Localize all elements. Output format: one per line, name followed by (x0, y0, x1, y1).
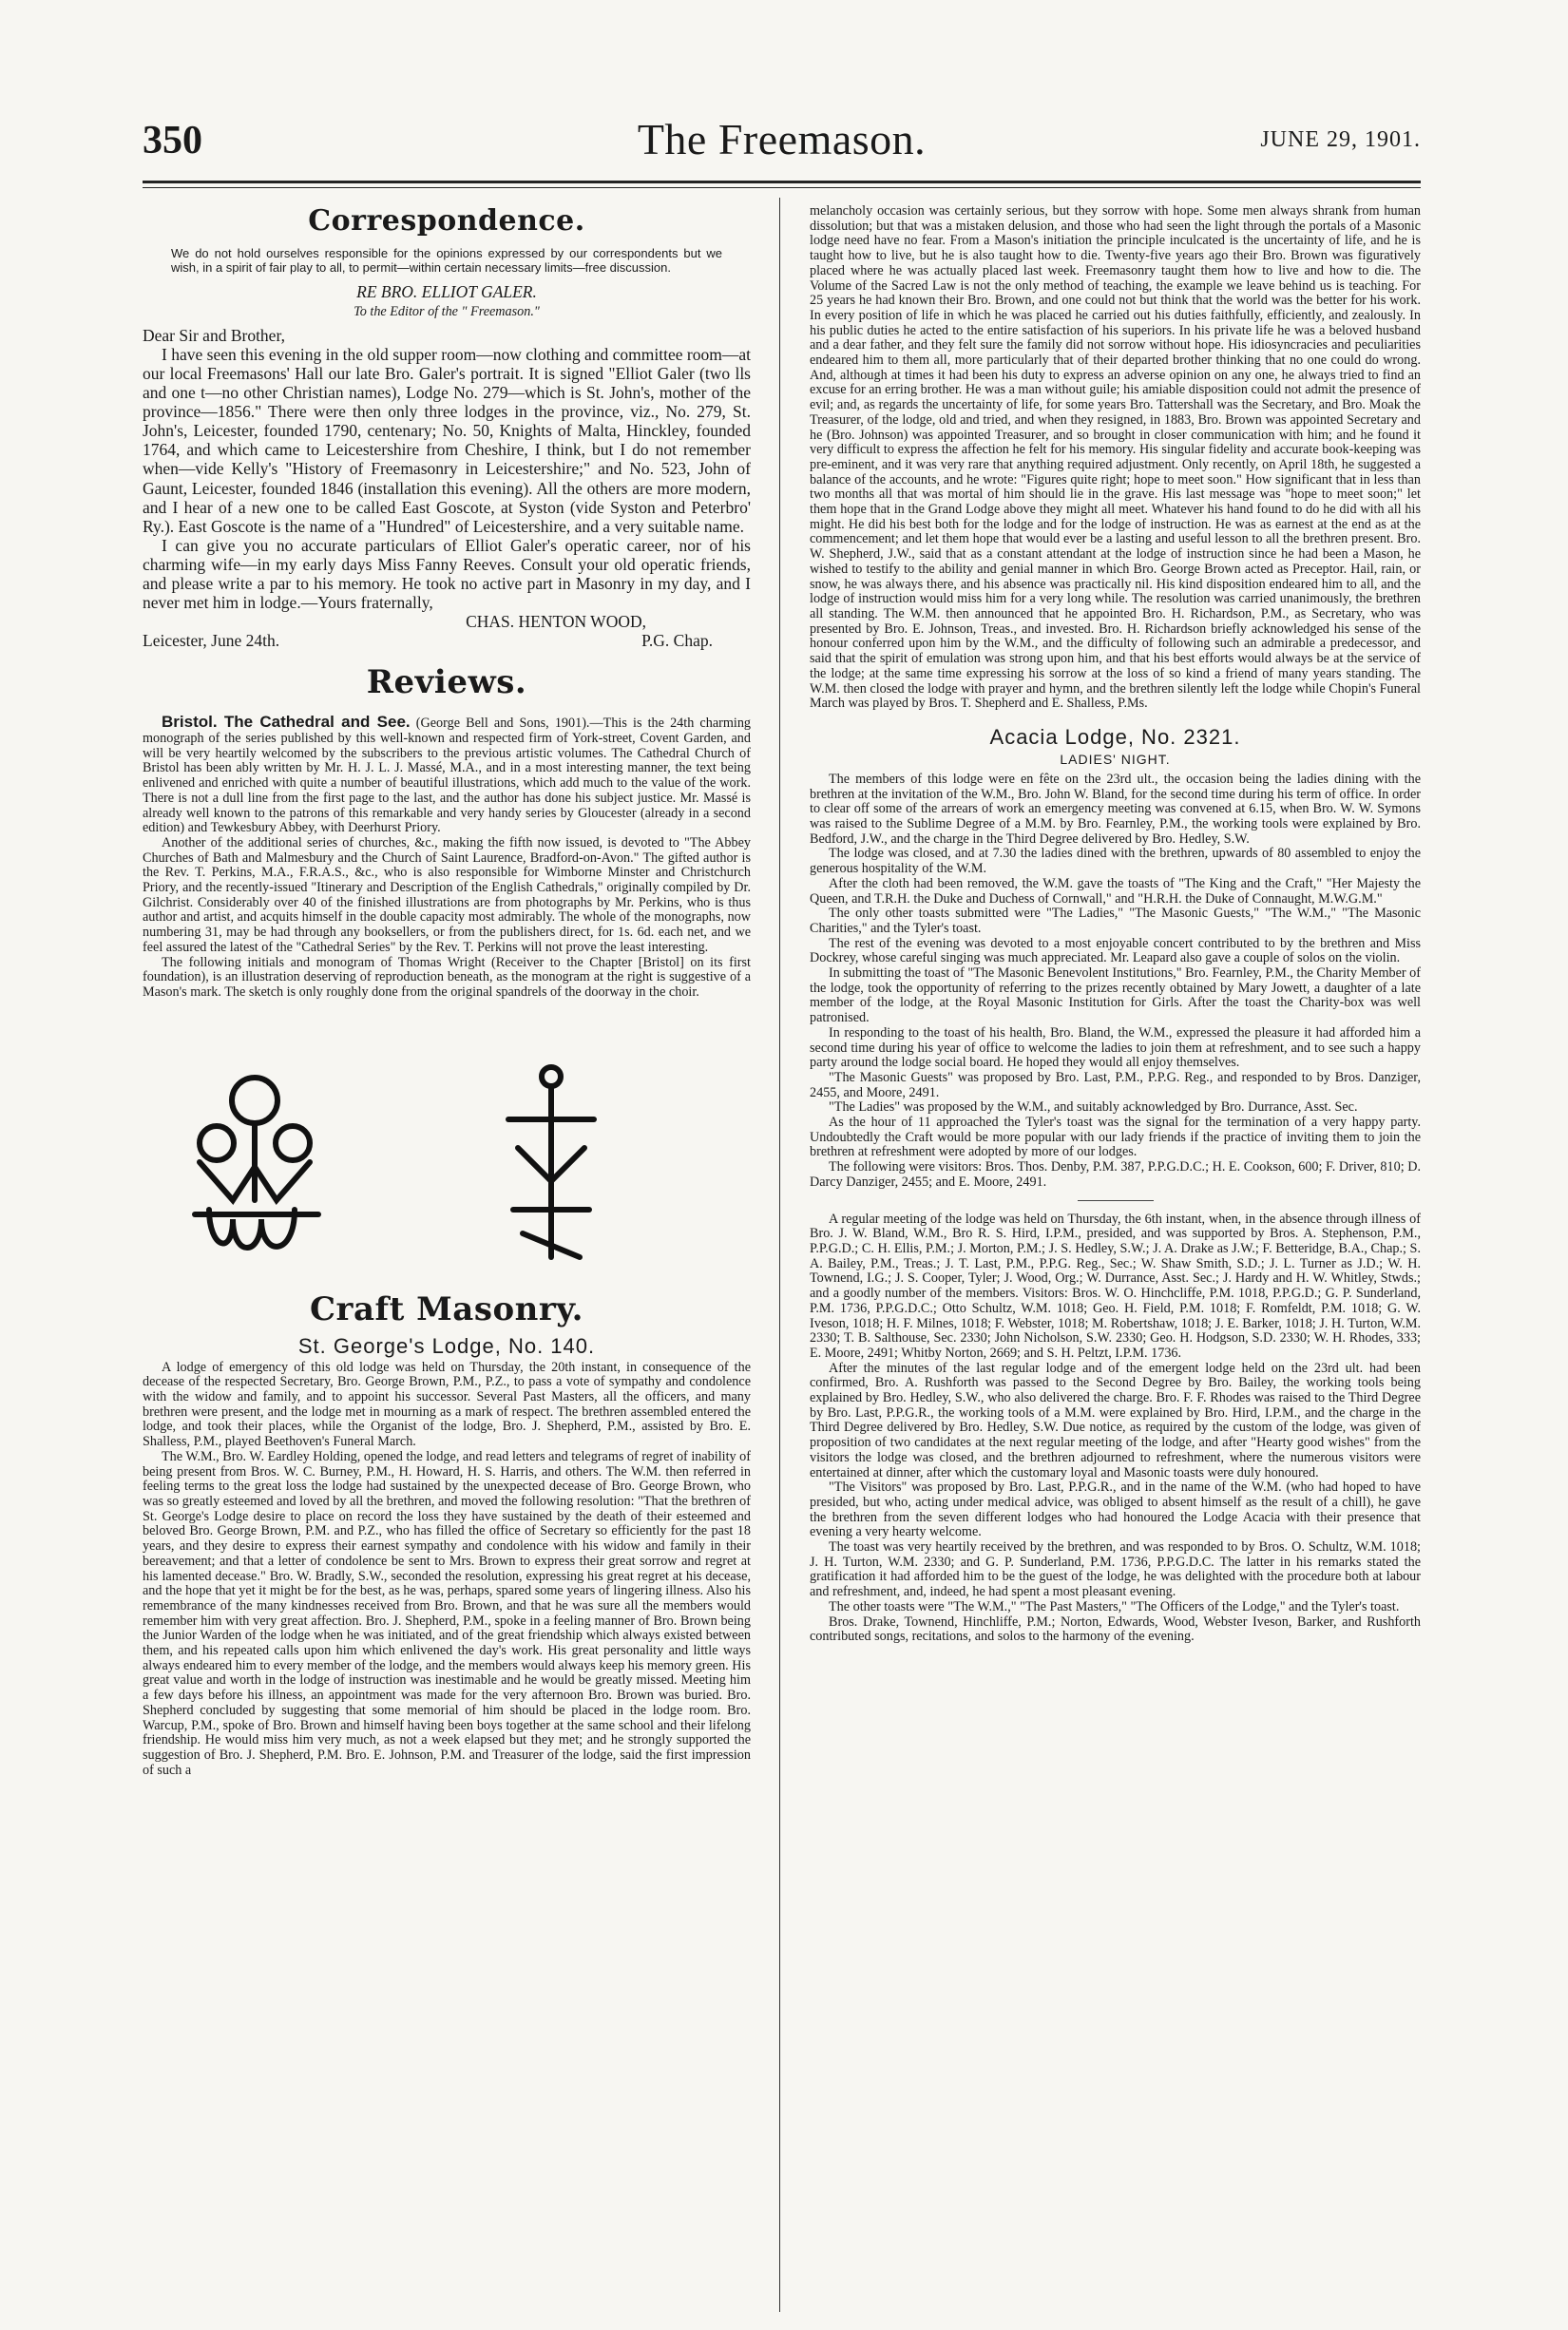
letter-salutation: Dear Sir and Brother, (143, 325, 285, 345)
review-text: (George Bell and Sons, 1901).—This is the 24th charming monograph of the series published by this well-known and respected firm of York-street, Covent Garden, and will be very heartily welcomed by the subscribers to the previous artistic volumes. The Cathedral Church of Bristol has been ably written by Mr. H. J. L. J. Massé, M.A., and in a most interesting manner, the text being enlivened and enriched with quite a number of beautiful illustrations, which add much to the value of the work. There is not a dull line from the first page to the last, and the author has done his subject justice. Mr. Massé is already well known to the patrons of this remarkable and very handy series by Gloucester (already in a second edition) and Tewkesbury Abbey, with Deerhurst Priory. (143, 716, 751, 836)
letter-signoff (143, 631, 751, 650)
lodge-paragraph: "The Ladies" was proposed by the W.M., and suitably acknowledged by Bro. Durrance, Asst. Sec. (829, 1099, 1358, 1116)
page-title: The Freemason. (637, 115, 927, 163)
lodge-paragraph-continued: melancholy occasion was certainly serious, but they sorrow with hope. Some men always shrank from human dissolution; but that was a mistaken delusion, and those who had seen the light through the portals of a Masonic lodge need have no fear. From a Mason's initiation the principle inculcated is the uncertainty of life, and he is taught how to live, but he is also taught how to die. Twenty-five years ago their Bro. Brown was figuratively placed where he was actually placed last week. Freemasonry taught them how to live and how to die. The Volume of the Sacred Law is not the only method of teaching, the example we leave behind us is teaching. For 25 years he had known their Bro. Brown, and one could not but think that the world was the better for his work. In every position of life in which he was placed he carried out his duties faithfully, efficiently, and zealously. In his public duties he acted to the entire satisfaction of his superiors. In his private life he was a beloved husband and a dear father, and they felt sure the family did not sorrow without hope. His idiosyncracies and peculiarities endeared him to them all, more particularly that of their departed brother thinking that no one could do wrong. And, although at times it had been his duty to express an adverse opinion on any one, he always tried to find an excuse for an erring brother. He was a man without guile; his amiable disposition could not admit the presence of evil; and, as regards the uncertainty of life, for some years Bro. Tattershall was the Secretary, and Bro. Moak the Treasurer, of the lodge, old and tried, and when they resigned, in 1883, Bro. Brown was appointed Secretary and he (Bro. Johnson) was appointed Treasurer, and so brought in closer communication with him; and he found it very difficult to express the affection he felt for his memory. His singular fidelity and accurate book-keeping was pre-eminent, and it was very rare that anything required adjustment. Only recently, on April 18th, he suggested a balance of the accounts, and he wrote: "Figures quite right; hope to meet soon." How significant that in less than two months all that was mortal of him should lie in the grave. His last message was "hope to meet soon;" let them hope that in the Grand Lodge above they might all meet. Whatever his hand found to do he did with all his might. He did his best both for the lodge and for the lodge of instruction. He was as earnest at the end as at the commencement; and let them hope that would ever be a lasting and useful lesson to all the brethren present. Bro. W. Shepherd, J.W., said that as a constant attendant at the lodge of instruction since he had been a Mason, he wished to testify to the ability and genial manner in which Bro. George Brown acted as Preceptor. Hail, rain, or snow, he was always there, and his absence was practically nil. His kind disposition endeared him to all, and the lodge of instruction would miss him for a very long while. The resolution was carried unanimously, the brethren all standing. The W.M. then announced that he appointed Bro. H. Richardson, P.M., as Secretary, who was presented by Bro. E. Johnson, Treas., and invested. Bro. H. Richardson briefly acknowledged his sense of the honour conferred upon him by the W.M., and the difficulty of following such an admirable a predecessor, and said that the spirit of emulation was strong upon him, and that his best efforts would always be at the service of the lodge; at the same time expressing his sorrow at the loss of so kind a friend of many years standing. The W.M. then closed the lodge with prayer and hymn, and the brethren silently left the lodge while Chopin's Funeral March was played by Bros. T. Shepherd and E. Shalless, P.Ms. (810, 204, 1421, 712)
lodge-paragraph: A lodge of emergency of this old lodge was held on Thursday, the 20th instant, in consequence of the decease of the respected Secretary, Bro. George Brown, P.M., P.Z., to pass a vote of sympathy and condolence with the widow and family, and to appoint his successor. Several Past Masters, all the officers, and many brethren were present, and the lodge met in mourning as a mark of respect. The brethren assembled entered the lodge, and took their places, while the Organist of the lodge, Bro. J. Shepherd, P.M., assisted by Bro. E. Shalless, P.M., played Beethoven's Funeral March. (143, 1359, 751, 1450)
left-column (143, 204, 751, 1778)
lodge-paragraph: After the minutes of the last regular lodge and of the emergent lodge held on the 23rd ult. had been confirmed, Bro. A. Rushforth was passed to the Second Degree by Bro. Bailey, the working tools being explained by Bro. Hedley, S.W., who also delivered the charge. Bro. F. F. Rhodes was raised to the Third Degree by Bro. Last, P.P.G.R., the working tools of a M.M. were explained by Bro. Hird, I.P.M., and the charge in the Third Degree delivered by Bro. Hedley, S.W. Due notice, as required by the custom of the lodge, was given of proposition of two candidates at the next regular meeting of the lodge, and after "Hearty good wishes" from the visitors the lodge was closed, and the brethren adjourned to refreshment, where the numerous visitors were entertained at dinner, after which the customary loyal and Masonic toasts were duly honoured. (810, 1360, 1421, 1480)
lodge-subtitle: LADIES' NIGHT. (1060, 751, 1171, 767)
lodge-paragraph: The other toasts were "The W.M.," "The Past Masters," "The Officers of the Lodge," and the Tyler's toast. (829, 1598, 1400, 1614)
letter-place-date: Leicester, June 24th. (143, 631, 280, 651)
lodge-paragraph: The lodge was closed, and at 7.30 the ladies dined with the brethren, upwards of 80 assembled to enjoy the generous hospitality of the W.M. (810, 846, 1421, 877)
lodge-paragraph: The W.M., Bro. W. Eardley Holding, opened the lodge, and read letters and telegrams of regret of inability of being present from Bros. W. C. Burney, P.M., H. Howard, H. S. Harris, and others. The W.M. then referred in feeling terms to the great loss the lodge had sustained by the unexpected decease of Bro. George Brown, who was so greatly esteemed and loved by all the brethren, and moved the following resolution: "That the brethren of St. George's Lodge desire to place on record the loss they have sustained by the death of their esteemed and beloved Bro. George Brown, P.M. and P.Z., who has filled the office of Secretary so efficiently for the past 18 years, and they desire to express their earnest sympathy and condolence with his widow and family in their bereavement; and that a letter of condolence be sent to Mrs. Brown to express their great sorrow and regret at his lamented decease." Bro. W. Bradly, S.W., seconded the resolution, expressing his great regret at his decease, and the hope that yet it might be for the best, as he was, perhaps, spared some years of lingering illness. Also his remembrance of the many kindnesses received from Bro. Brown, and that he was sure all the members would remember him with very great affection. Bro. J. Shepherd, P.M., spoke in a feeling manner of Bro. Brown being the Junior Warden of the lodge when he was initiated, and of the great friendship which always existed between them, and his repeated calls upon him which enlivened the day's work. His great personality and little ways always endeared him to every member of the lodge, and the members would always keep his memory green. His great value and worth in the lodge of instruction was inestimable and he would be greatly missed. Meeting him a few days before his illness, an appointment was made for the very afternoon Bro. Brown was buried. Bro. Shepherd concluded by suggesting that some memorial of him should be placed in the lodge room. Bro. Warcup, P.M., spoke of Bro. Brown and himself having been boys together at the same school and their lifelong friendship. He would miss him very much, as not a week elapsed but they met; and he strongly supported the suggestion of Bro. J. Shepherd, P.M. Bro. E. Johnson, P.M. and Treasurer of the lodge, said the first impression of such a (143, 1448, 751, 1778)
column-rule (779, 198, 780, 2312)
right-column (810, 204, 1421, 1645)
lodge-paragraph: "The Masonic Guests" was proposed by Bro. Last, P.M., P.P.G. Reg., and responded to by Bros. Danziger, 2455, and Moore, 2491. (810, 1069, 1421, 1100)
craft-masonry-heading: Craft Masonry. (310, 1289, 583, 1328)
lodge-paragraph: In submitting the toast of "The Masonic Benevolent Institutions," Bro. Fearnley, P.M., the Charity Member of the lodge, took the opportunity of referring to the prizes recently obtained by Mary Jowett, a daughter of a late member of the lodge, at the Royal Masonic Institution for Girls. After the toast the Charity-box was well patronised. (810, 965, 1421, 1026)
reviews-heading: Reviews. (366, 663, 527, 702)
page-number: 350 (143, 119, 202, 162)
review-paragraph: The following initials and monogram of Thomas Wright (Receiver to the Chapter [Bristol] on its first foundation), is an illustration deserving of reproduction beneath, as the monogram at the right is suggestive of a Mason's mark. The sketch is only roughly done from the original spandrels of the doorway in the choir. (143, 954, 751, 1000)
masthead (143, 114, 1421, 171)
letter-paragraph: I have seen this evening in the old supper room—now clothing and committee room—at our local Freemasons' Hall our late Bro. Galer's portrait. It is signed "Elliot Galer (two lls and one t—no other Christian names), Lodge No. 279—which is St. John's, mother of the province—1856." There were then only three lodges in the province, viz., No. 279, St. John's, Leicester, founded 1790, centenary; No. 50, Knights of Malta, Hinckley, founded 1764, and which came to Leicestershire from Cheshire, I think, but I do not remember when—vide Kelly's "History of Freemasonry in Leicestershire;" and No. 523, John of Gaunt, Leicester, founded 1846 (installation this evening). All the others are more modern, and I hear of a new one to be called East Goscote, at Syston (vide Syston and Peterbro' Ry.). East Goscote is the name of a "Hundred" of Leicestershire, and a very suitable name. (143, 344, 751, 536)
review-paragraph (143, 715, 751, 836)
letter-paragraph: I can give you no accurate particulars of Elliot Galer's operatic career, nor of his charming wife—in my early days Miss Fanny Reeves. Consult your old operatic friends, and please write a par to his memory. He took no active part in Masonry in my day, and I never met him in lodge.—Yours fraternally, (143, 535, 751, 613)
lodge-title: St. George's Lodge, No. 140. (297, 1333, 596, 1358)
letter-rank: P.G. Chap. (641, 631, 713, 651)
review-lead: Bristol. The Cathedral and See. (162, 713, 411, 732)
initials-monogram (195, 1078, 318, 1248)
lodge-paragraph: The members of this lodge were en fête on the 23rd ult., the occasion being the ladies dining with the brethren at the invitation of the W.M., Bro. John W. Bland, for the second time during his term of office. In order to clear off some of the arrears of work an emergency meeting was convened at 6.15, when Bro. W. W. Symons was raised to the Sublime Degree of a M.M. by Bro. Fearnley, P.M., the working tools were explained by Bro. Bedford, J.W., and the charge in the Third Degree delivered by Bro. Hedley, S.W. (810, 771, 1421, 847)
masthead-rule (143, 181, 1421, 183)
lodge-paragraph: The rest of the evening was devoted to a most enjoyable concert contributed to by the brethren and Miss Dockrey, whose careful singing was much appreciated. Mr. Leapard also gave a couple of solos on the violin. (810, 935, 1421, 966)
lodge-paragraph: The toast was very heartily received by the brethren, and was responded to by Bros. O. Schultz, W.M. 1018; J. H. Turton, W.M. 2330; and G. P. Sunderland, P.M. 1736, P.P.G.D.C. The latter in his remarks stated the gratification it had afforded him to be the guest of the lodge, he was delighted with the procedure both at labour and refreshment, and, indeed, he had spent a most pleasant evening. (810, 1539, 1421, 1600)
letter-addressee: To the Editor of the " Freemason." (354, 304, 540, 320)
lodge-paragraph: After the cloth had been removed, the W.M. gave the toasts of "The King and the Craft," "Her Majesty the Queen, and T.R.H. the Duke and Duchess of Cornwall," and "H.R.H. the Duke of Connaught, M.W.G.M." (810, 875, 1421, 907)
lodge-title: Acacia Lodge, No. 2321. (989, 724, 1241, 749)
monogram-illustration (143, 1058, 751, 1271)
correspondence-heading: Correspondence. (308, 204, 585, 238)
issue-date: JUNE 29, 1901. (1260, 127, 1421, 152)
lodge-paragraph: The following were visitors: Bros. Thos. Denby, P.M. 387, P.P.G.D.C.; H. E. Cookson, 600; F. Driver, 810; D. Darcy Danziger, 2455; and E. Moore, 2491. (810, 1159, 1421, 1190)
lodge-paragraph: "The Visitors" was proposed by Bro. Last, P.P.G.R., and in the name of the W.M. (who had hoped to have presided, but who, acting under medical advice, was obliged to absent himself as the result of a chill), he gave the brethren from the seven different lodges who had honoured the Lodge Acacia with their presence that evening a very hearty welcome. (810, 1480, 1421, 1540)
masthead-rule-thin (143, 187, 1421, 188)
masons-mark (508, 1067, 594, 1257)
lodge-paragraph: A regular meeting of the lodge was held on Thursday, the 6th instant, when, in the absence through illness of Bro. J. W. Bland, W.M., Bro R. S. Hird, I.P.M., presided, and was supported by Bros. A. Stephenson, P.M., P.P.G.D.; C. H. Ellis, P.M.; J. Morton, P.M.; J. S. Hedley, S.W.; J. A. Drake as J.W.; F. Betteridge, B.A., Chap.; S. A. Bailey, P.M., Treas.; J. T. Last, P.M., P.P.G. Reg., Sec.; W. Shaw Smith, S.D.; J. L. Turner as J.D.; W. H. Townend, I.G.; J. S. Cooper, Tyler; J. Wood, Org.; W. Durrance, Asst. Sec.; J. Hardy and H. W. Whitley, Stwds.; and a goodly number of the members. Visitors: Bros. W. O. Hinchcliffe, P.M. 1018, P.P.G.D.; G. P. Sunderland, P.M. 1736, P.P.G.D.C.; Otto Schultz, W.M. 1018; Geo. H. Field, P.M. 1018; F. Romfeldt, P.M. 1018; G. W. Iveson, 1018; H. F. Milnes, 1018; F. Webster, 1018; M. Robertshaw, 1018; J. E. Barker, 1018; J. H. Turton, W.M. 2330; T. B. Salthouse, Sec. 2330; John Nicholson, S.W. 2330; Geo. H. Hodgson, S.D. 2330; W. H. Rhodes, 333; E. Moore, 2491; Whitby Norton, 2669; and S. H. Peltzt, I.P.M. 1736. (810, 1211, 1421, 1361)
editorial-disclaimer: We do not hold ourselves responsible for the opinions expressed by our correspondents but we wish, in a spirit of fair play to all, to permit—within certain necessary limits—free discussion. (171, 246, 722, 275)
letter-signature: CHAS. HENTON WOOD, (466, 612, 646, 632)
lodge-paragraph: Bros. Drake, Townend, Hinchliffe, P.M.; Norton, Edwards, Wood, Webster Iveson, Barker, and Rushforth contributed songs, recitations, and solos to the harmony of the evening. (810, 1614, 1421, 1645)
lodge-paragraph: As the hour of 11 approached the Tyler's toast was the signal for the termination of a very happy party. Undoubtedly the Craft would be more popular with our lady friends if the practice of inviting them to join the brethren at refreshment were adopted by more of our lodges. (810, 1115, 1421, 1160)
lodge-paragraph: In responding to the toast of his health, Bro. Bland, the W.M., expressed the pleasure it had afforded him a second time during his year of office to welcome the ladies to join them at refreshment, and to see such a happy party around the lodge social board. He hoped they would all enjoy themselves. (810, 1024, 1421, 1071)
review-paragraph: Another of the additional series of churches, &c., making the fifth now issued, is devoted to "The Abbey Churches of Bath and Malmesbury and the Church of Saint Laurence, Bradford-on-Avon." The gifted author is the Rev. T. Perkins, M.A., F.R.A.S., &c., who is also responsible for Wimborne Minster and Christchurch Priory, and the recently-issued "Itinerary and Description of the English Cathedrals," originally compiled by Dr. Gilchrist. Considerably over 40 of the finished illustrations are from photographs by Mr. Perkins, who is thus author and artist, and acquits himself in the double capacity most admirably. The whole of the monographs, now numbering 31, may be had through any booksellers, or from the publishers direct, for 1s. 6d. each net, and we feel assured the latest of the "Cathedral Series" by the Rev. T. Perkins will not prove the least interesting. (143, 834, 751, 955)
letter-subject: RE BRO. ELLIOT GALER. (356, 282, 537, 301)
section-divider (1078, 1200, 1154, 1201)
lodge-paragraph: The only other toasts submitted were "The Ladies," "The Masonic Guests," "The W.M.," "The Masonic Charities," and the Tyler's toast. (810, 906, 1421, 936)
